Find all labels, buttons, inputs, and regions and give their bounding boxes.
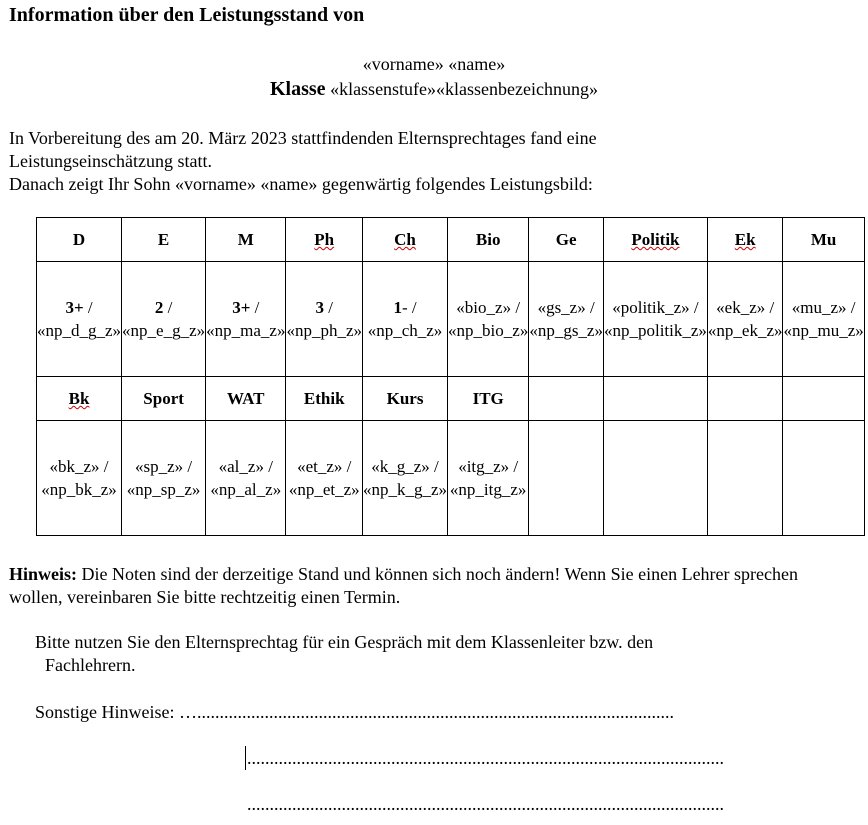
subject-header-text: Bk [68, 389, 90, 408]
grade-cell: «bk_z» / «np_bk_z» [37, 421, 122, 536]
grade-value: 2 [154, 298, 164, 317]
grade-cell [448, 262, 529, 377]
subject-header [603, 218, 707, 262]
empty-cell [603, 377, 707, 421]
intro-line-1: In Vorbereitung des am 20. März 2023 stattfindenden Elternsprechtages fand eine [9, 128, 597, 148]
grade-cell: «sp_z» / «np_sp_z» [122, 421, 206, 536]
grade-cell [37, 262, 122, 377]
subject-header [286, 218, 363, 262]
class-fields: «klassenstufe»«klassenbezeichnung» [330, 79, 598, 99]
empty-cell [529, 377, 604, 421]
subject-header: Ethik [286, 377, 363, 421]
grade-cell: «al_z» / «np_al_z» [206, 421, 286, 536]
intro-line-2: Leistungseinschätzung statt. [9, 151, 212, 171]
grade-field: «bio_z» / «np_bio_z» [448, 298, 529, 340]
grade-cell: «itg_z» / «np_itg_z» [448, 421, 529, 536]
class-line [0, 78, 868, 101]
grade-cell [122, 262, 206, 377]
subject-header: M [206, 218, 286, 262]
grade-field: - / «np_ch_z» [367, 298, 443, 340]
grade-field: «politik_z» / «np_politik_z» [603, 298, 707, 340]
grade-cell [707, 262, 783, 377]
subject-header-row-2 [37, 377, 865, 421]
subject-header [37, 377, 122, 421]
grade-cell [286, 262, 363, 377]
subject-header: Kurs [363, 377, 448, 421]
subject-header [707, 218, 783, 262]
subject-header: Mu [783, 218, 864, 262]
subject-header: Sport [122, 377, 206, 421]
empty-cell [707, 377, 783, 421]
grade-field: / «np_d_g_z» [37, 298, 122, 340]
subject-header: D [37, 218, 122, 262]
class-label: Klasse [270, 78, 326, 100]
bitte-line-1: Bitte nutzen Sie den Elternsprechtag für ein Gespräch mit dem Klassenleiter bzw. den [35, 632, 654, 652]
grade-field: «mu_z» / «np_mu_z» [783, 298, 864, 340]
intro-paragraph [9, 127, 597, 196]
subject-header-text: Ch [394, 230, 416, 249]
grades-row-1 [37, 262, 865, 377]
sonstige-hinweise-line[interactable]: Sonstige Hinweise: ….......................................................................................................... [35, 702, 674, 722]
subject-header-text: Politik [631, 230, 680, 249]
subject-header: Ge [529, 218, 604, 262]
grade-value: 3+ [65, 298, 84, 317]
grade-cell: «k_g_z» / «np_k_g_z» [363, 421, 448, 536]
subject-header: E [122, 218, 206, 262]
grade-value: 3+ [232, 298, 251, 317]
student-name-line: «vorname» «name» [362, 54, 506, 74]
bitte-paragraph [35, 631, 795, 677]
subject-header-text: Ek [734, 230, 756, 249]
grade-cell [783, 262, 864, 377]
empty-cell [707, 421, 783, 536]
hinweis-label: Hinweis: [9, 564, 78, 584]
hinweis-paragraph [9, 563, 839, 609]
grade-cell [363, 262, 448, 377]
subject-header-row-1 [37, 218, 865, 262]
grade-field: «gs_z» / «np_gs_z» [529, 298, 603, 340]
grades-row-2 [37, 421, 865, 536]
empty-cell [783, 377, 864, 421]
text-cursor [245, 746, 246, 770]
grade-field: / «np_ph_z» [286, 298, 362, 340]
grade-field: «ek_z» / «np_ek_z» [707, 298, 783, 340]
grade-field: / «np_e_g_z» [122, 298, 206, 340]
grade-value: 3 [315, 298, 324, 317]
signature-line-2[interactable]: .......................................................................................................... [247, 794, 724, 814]
signature-line-1[interactable]: .......................................................................................................... [247, 748, 724, 768]
grade-field: / «np_ma_z» [206, 298, 286, 340]
subject-header: ITG [448, 377, 529, 421]
empty-cell [783, 421, 864, 536]
subject-header [363, 218, 448, 262]
subject-header: WAT [206, 377, 286, 421]
grade-cell [206, 262, 286, 377]
grades-table [36, 217, 865, 536]
empty-cell [529, 421, 604, 536]
bitte-line-2: Fachlehrern. [45, 655, 136, 675]
hinweis-text: Die Noten sind der derzeitige Stand und können sich noch ändern! Wenn Sie einen Lehrer sprechen wollen, vereinbaren Sie bitte rechtzeitig einen Termin. [9, 564, 798, 607]
subject-header: Bio [448, 218, 529, 262]
grade-cell: «et_z» / «np_et_z» [286, 421, 363, 536]
intro-line-3: Danach zeigt Ihr Sohn «vorname» «name» gegenwärtig folgendes Leistungsbild: [9, 174, 593, 194]
empty-cell [603, 421, 707, 536]
grade-cell [529, 262, 604, 377]
grade-cell [603, 262, 707, 377]
subject-header-text: Ph [314, 230, 335, 249]
document-title: Information über den Leistungsstand von [9, 4, 365, 26]
grade-value: 1 [393, 298, 402, 317]
